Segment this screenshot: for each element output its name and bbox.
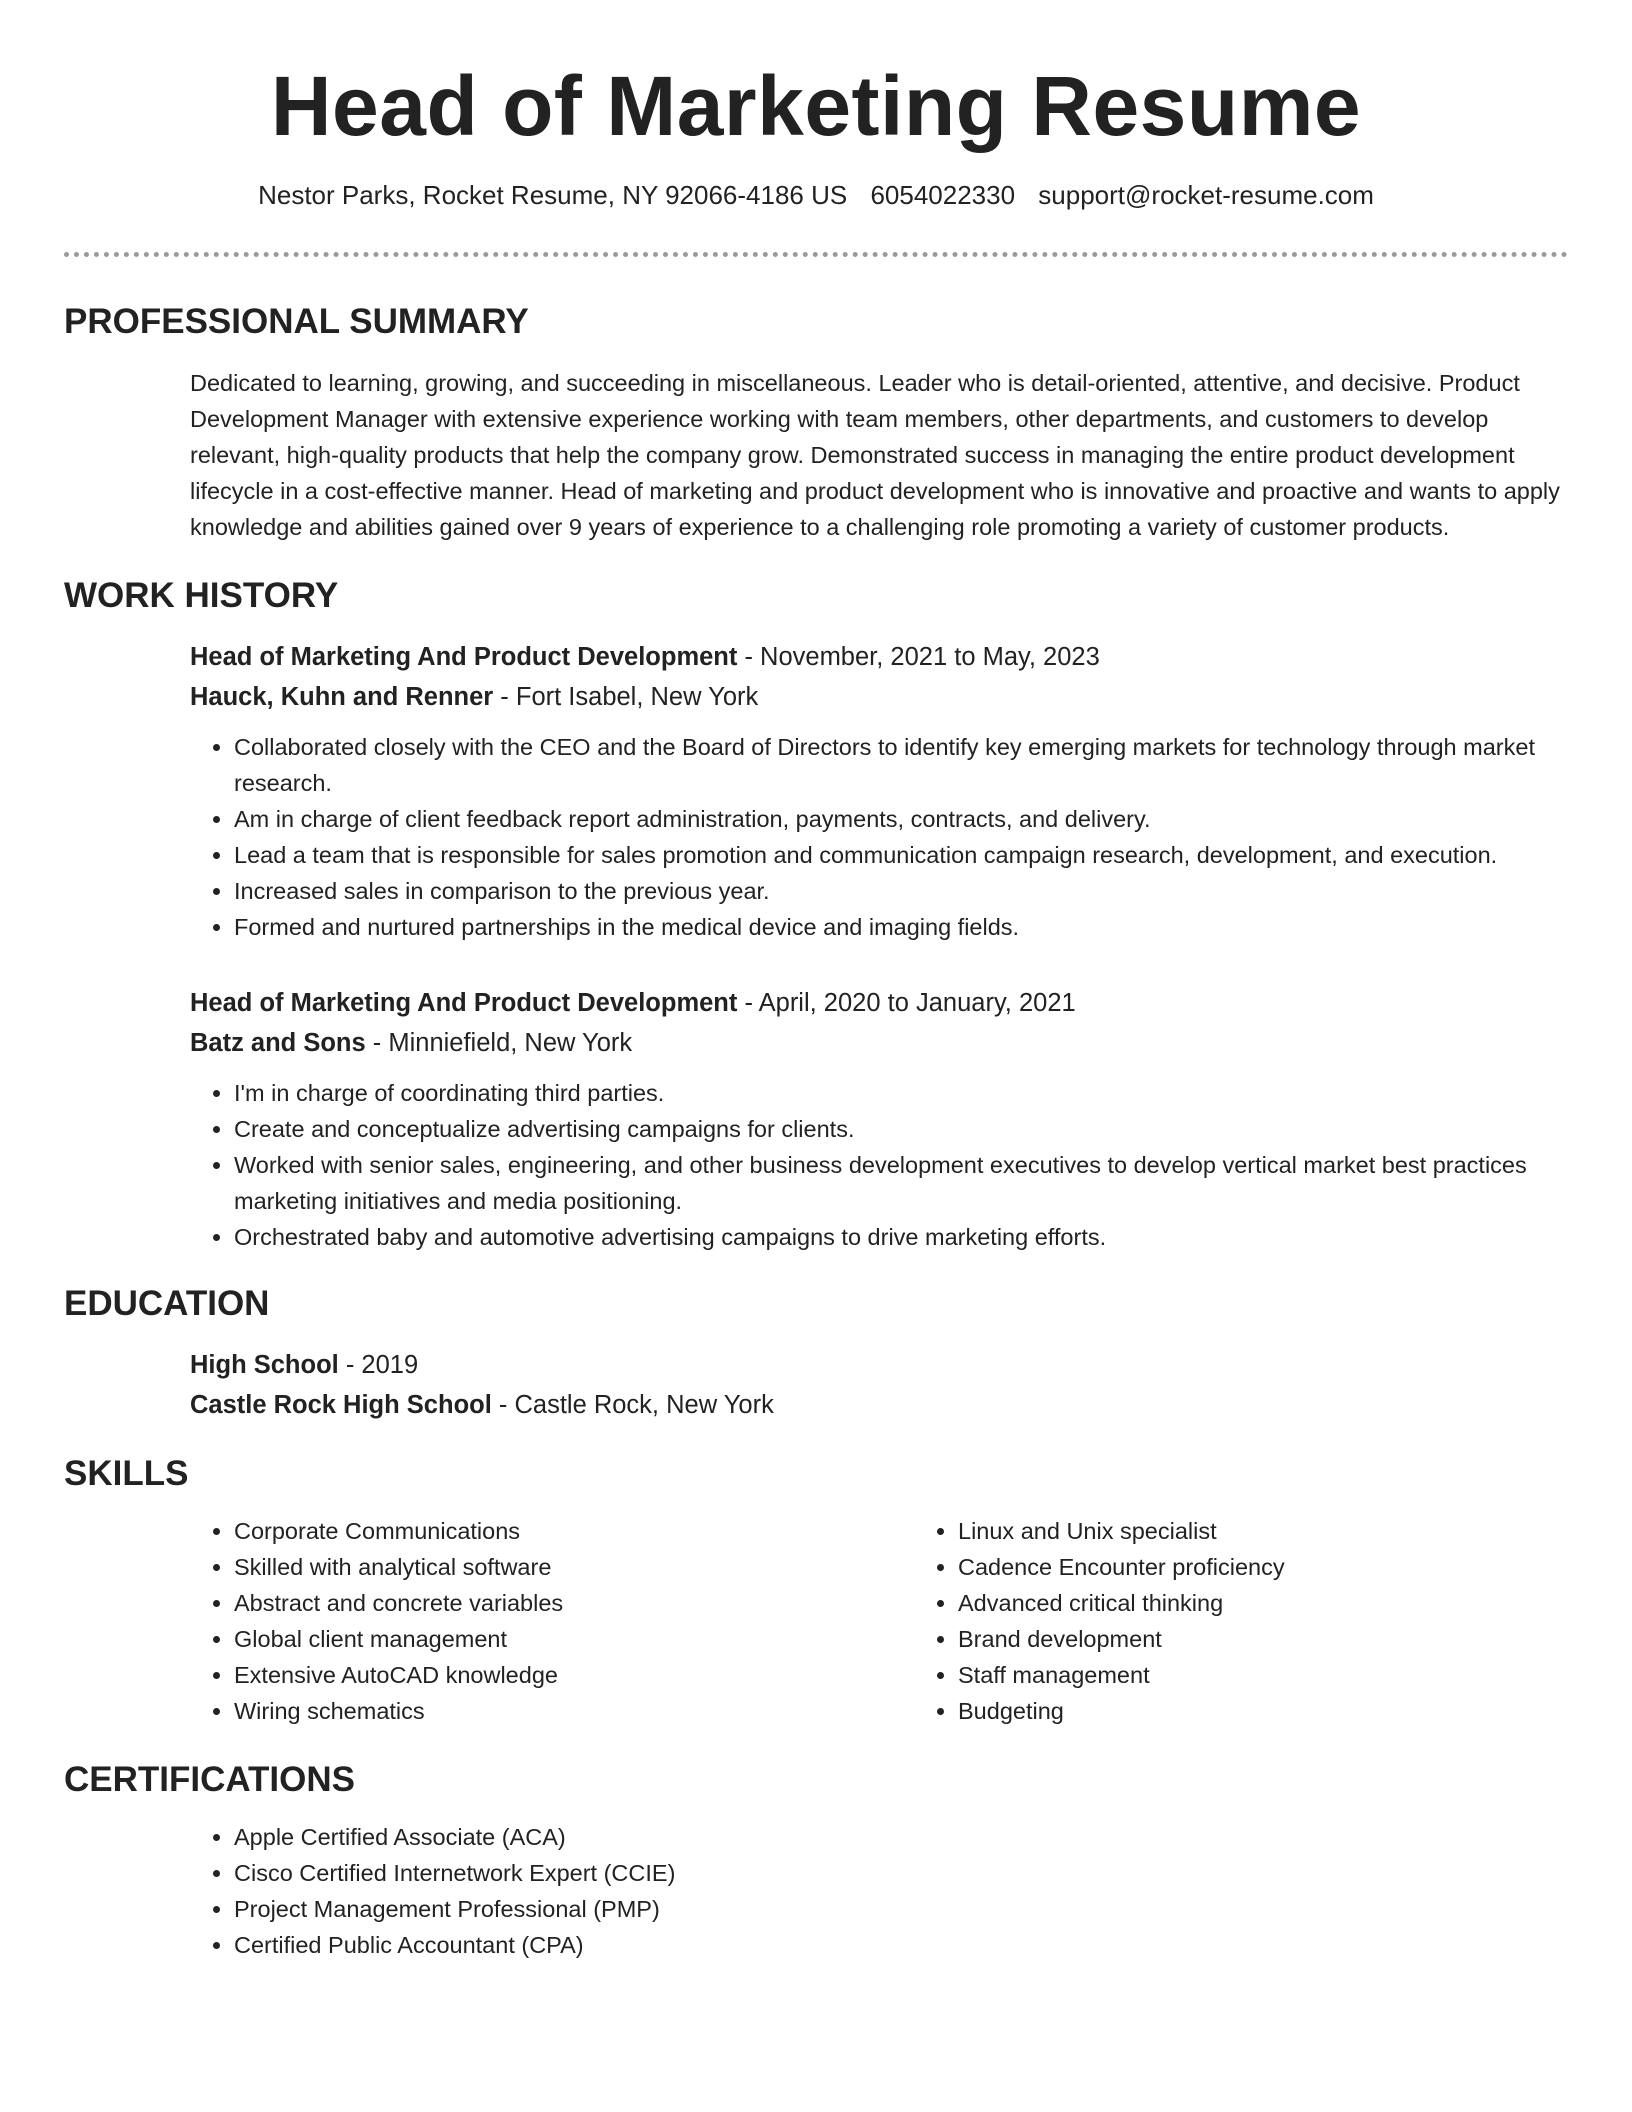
- education-year: - 2019: [338, 1351, 419, 1379]
- header-divider: [64, 252, 1568, 257]
- certifications-list: [190, 1819, 1568, 1963]
- job-title: Head of Marketing And Product Development: [190, 643, 738, 671]
- job-company-line: [190, 677, 1568, 717]
- certifications-section: [64, 1759, 1568, 1963]
- job-company: Hauck, Kuhn and Renner: [190, 683, 494, 711]
- list-item: • Certified Public Accountant (CPA): [234, 1927, 1568, 1963]
- skills-heading: SKILLS: [64, 1454, 189, 1493]
- job-title: Head of Marketing And Product Development: [190, 989, 738, 1017]
- list-item: • Corporate Communications: [234, 1513, 914, 1549]
- certifications-heading: CERTIFICATIONS: [64, 1760, 356, 1799]
- list-item: • Budgeting: [958, 1693, 1285, 1729]
- list-item: • Wiring schematics: [234, 1693, 914, 1729]
- education-heading: EDUCATION: [64, 1284, 270, 1323]
- job-bullets: [190, 1075, 1568, 1255]
- list-item: • Am in charge of client feedback report administration, payments, contracts, and delivery.: [234, 801, 1568, 837]
- work-section: [64, 575, 1568, 1255]
- list-item: • Increased sales in comparison to the previous year.: [234, 873, 1568, 909]
- certifications-body: [190, 1819, 1568, 1963]
- summary-section: [64, 301, 1568, 545]
- list-item: • Project Management Professional (PMP): [234, 1891, 1568, 1927]
- job-company-line: [190, 1023, 1568, 1063]
- education-body: [190, 1345, 1568, 1425]
- contact-line: [64, 178, 1568, 212]
- list-item: • Abstract and concrete variables: [234, 1585, 914, 1621]
- job-title-line: [190, 983, 1568, 1023]
- education-school: Castle Rock High School: [190, 1391, 492, 1419]
- education-degree: High School: [190, 1351, 339, 1379]
- job-dates: - April, 2020 to January, 2021: [737, 989, 1076, 1017]
- contact-address: Nestor Parks, Rocket Resume, NY 92066-4186 US: [258, 180, 848, 210]
- education-location: - Castle Rock, New York: [491, 1391, 774, 1419]
- job-entry: [190, 983, 1568, 1255]
- job-location: - Fort Isabel, New York: [493, 683, 759, 711]
- summary-text: Dedicated to learning, growing, and succeeding in miscellaneous. Leader who is detail-oriented, attentive, and decisive. Product Development Manager with extensive experience working with team members, other departments, and customers to develop relevant, high-quality products that help the company grow. Demonstrated success in managing the entire product development lifecycle in a cost-effective manner. Head of marketing and product development who is innovative and proactive and wants to apply knowledge and abilities gained over 9 years of experience to a challenging role promoting a variety of customer products.: [190, 370, 1560, 540]
- job-title-line: [190, 637, 1568, 677]
- list-item: • Staff management: [958, 1657, 1285, 1693]
- list-item: • Linux and Unix specialist: [958, 1513, 1285, 1549]
- list-item: • Apple Certified Associate (ACA): [234, 1819, 1568, 1855]
- work-body: [190, 637, 1568, 1255]
- job-dates: - November, 2021 to May, 2023: [737, 643, 1100, 671]
- list-item: • Cisco Certified Internetwork Expert (CCIE): [234, 1855, 1568, 1891]
- list-item: • Orchestrated baby and automotive advertising campaigns to drive marketing efforts.: [234, 1219, 1568, 1255]
- job-bullets: [190, 729, 1568, 945]
- contact-email: support@rocket-resume.com: [1038, 180, 1374, 210]
- list-item: • Lead a team that is responsible for sales promotion and communication campaign research, development, and execution.: [234, 837, 1568, 873]
- education-school-line: [190, 1385, 1568, 1425]
- list-item: • I'm in charge of coordinating third parties.: [234, 1075, 1568, 1111]
- list-item: • Cadence Encounter proficiency: [958, 1549, 1285, 1585]
- job-location: - Minniefield, New York: [365, 1029, 633, 1057]
- list-item: • Advanced critical thinking: [958, 1585, 1285, 1621]
- list-item: • Worked with senior sales, engineering, and other business development executives to develop vertical market best practices marketing initiatives and media positioning.: [234, 1147, 1568, 1219]
- skills-list-right: [914, 1513, 1285, 1729]
- job-company: Batz and Sons: [190, 1029, 366, 1057]
- list-item: • Global client management: [234, 1621, 914, 1657]
- skills-grid: [190, 1513, 1568, 1729]
- work-heading: WORK HISTORY: [64, 576, 339, 615]
- list-item: • Brand development: [958, 1621, 1285, 1657]
- list-item: • Collaborated closely with the CEO and the Board of Directors to identify key emerging markets for technology through market research.: [234, 729, 1568, 801]
- job-entry: [190, 637, 1568, 945]
- skills-list-left: [190, 1513, 914, 1729]
- education-section: [64, 1283, 1568, 1425]
- education-degree-line: [190, 1345, 1568, 1385]
- summary-body: [190, 365, 1568, 545]
- skills-section: [64, 1453, 1568, 1729]
- page-title: Head of Marketing Resume: [270, 59, 1362, 153]
- summary-heading: PROFESSIONAL SUMMARY: [64, 302, 529, 341]
- list-item: • Extensive AutoCAD knowledge: [234, 1657, 914, 1693]
- list-item: • Skilled with analytical software: [234, 1549, 914, 1585]
- list-item: • Create and conceptualize advertising campaigns for clients.: [234, 1111, 1568, 1147]
- list-item: • Formed and nurtured partnerships in the medical device and imaging fields.: [234, 909, 1568, 945]
- contact-phone: 6054022330: [870, 180, 1016, 210]
